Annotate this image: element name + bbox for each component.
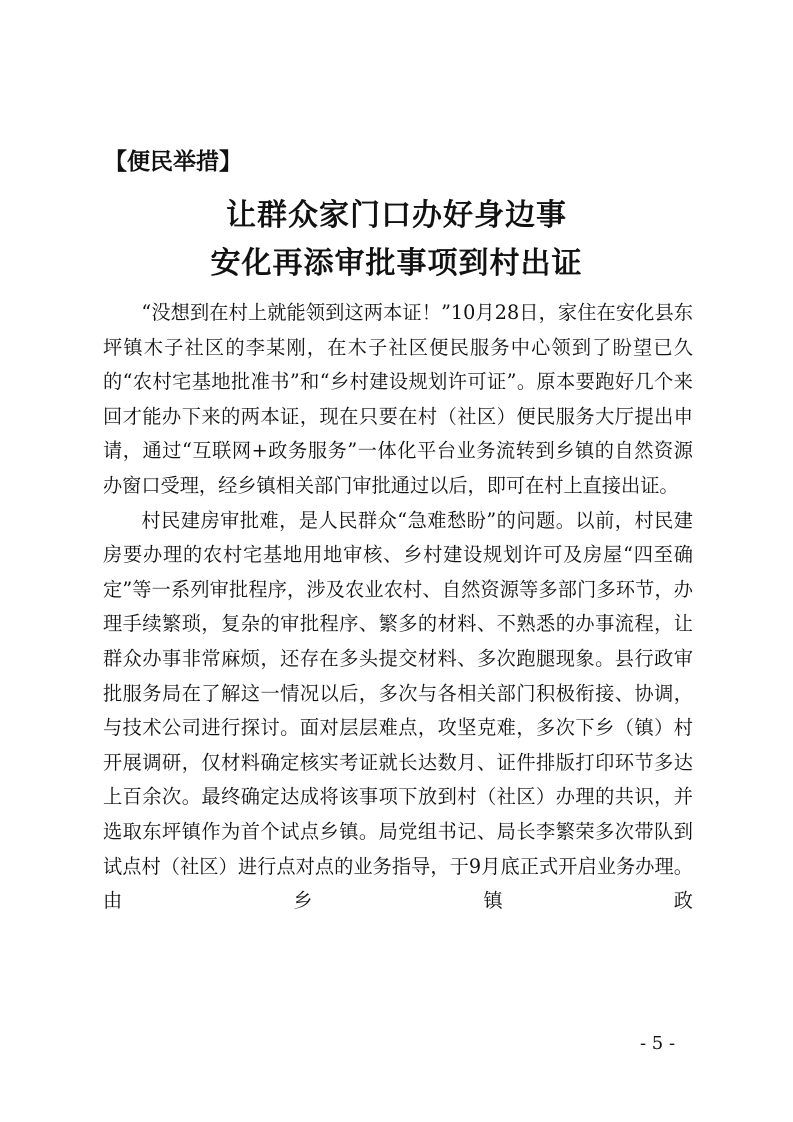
paragraph-2: 村民建房审批难，是人民群众“急难愁盼”的问题。以前，村民建房要办理的农村宅基地用地审核、乡村建设规划许可及房屋“四至确定”等一系列审批程序，涉及农业农村、自然资源等多部门多环节，办理手续繁琐，复杂的审批程序、繁多的材料、不熟悉的办事流程，让群众办事非常麻烦，还存在多头提交材料、多次跑腿现象。县行政审批服务局在了解这一情况以后，多次与各相关部门积极衔接、协调，与技术公司进行探讨。面对层层难点，攻坚克难，多次下乡（镇）村开展调研，仅材料确定核实考证就长达数月、证件排版打印环节多达上百余次。最终确定达成将该事项下放到村（社区）办理的共识，并选取东坪镇作为首个试点乡镇。局党组书记、局长李繁荣多次带队到试点村（社区）进行点对点的业务指导，于9月底正式开启业务办理。由乡镇政: [103, 508, 693, 913]
paragraph-1: “没想到在村上就能领到这两本证！”10月28日，家住在安化县东坪镇木子社区的李某刚，在木子社区便民服务中心领到了盼望已久的“农村宅基地批准书”和“乡村建设规划许可证”。原本要跑好几个来回才能办下来的两本证，现在只要在村（社区）便民服务大厅提出申请，通过“互联网+政务服务”一体化平台业务流转到乡镇的自然资源办窗口受理，经乡镇相关部门审批通过以后，即可在村上直接出证。: [103, 301, 693, 497]
page-title-line-2: 安化再添审批事项到村出证: [210, 246, 583, 281]
page-title-line-1: 让群众家门口办好身边事: [226, 198, 567, 233]
article-body: [103, 296, 693, 919]
section-tag: 【便民举措】: [104, 149, 242, 175]
page-number: - 5 -: [640, 1033, 676, 1054]
